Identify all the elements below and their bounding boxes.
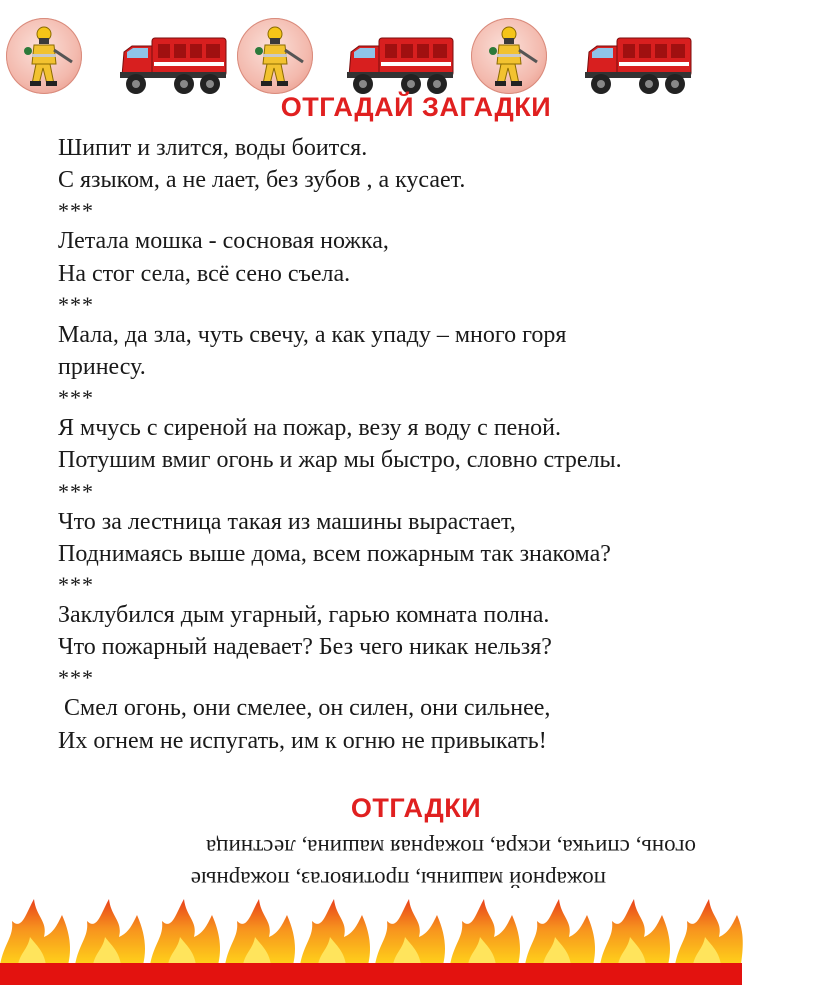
riddle-5-line-1: Что за лестница такая из машины вырастает, [58, 508, 516, 535]
riddle-2-line-2: На стог села, всё сено съела. [58, 260, 351, 287]
flame-icon [150, 899, 220, 965]
flame-icon [225, 899, 295, 965]
flame-icon [600, 899, 670, 965]
flame-icon [450, 899, 520, 965]
riddle-1-line-2: С языком, а не лает, без зубов , а кусает. [58, 167, 466, 194]
firefighter-icon [471, 18, 547, 94]
riddle-separator: *** [58, 572, 94, 598]
riddle-4-line-2: Потушим вмиг огонь и жар мы быстро, словно стрелы. [58, 447, 622, 474]
fire-ground-strip [0, 963, 742, 985]
riddle-4-line-1: Я мчусь с сиреной на пожар, везу я воду с пеной. [58, 415, 562, 442]
firefighter-icon [237, 18, 313, 94]
firefighter-icon [6, 18, 82, 94]
riddles-title: ОТГАДАЙ ЗАГАДКИ [280, 92, 552, 122]
answers-title: ОТГАДКИ [350, 793, 482, 823]
answers-line-2: пожарной машины, противогаз, пожарные [190, 867, 606, 892]
flame-icon [300, 899, 370, 965]
riddle-5-line-2: Поднимаясь выше дома, всем пожарным так знакома? [58, 540, 611, 567]
answers-upside-down [0, 830, 816, 896]
riddle-3-line-2: принесу. [58, 354, 146, 381]
header-illustrations [0, 8, 816, 100]
riddle-2-line-1: Летала мошка - сосновая ножка, [58, 228, 389, 255]
fire-truck-icon [118, 28, 230, 100]
fire-truck-icon [583, 28, 695, 100]
riddle-6-line-2: Что пожарный надевает? Без чего никак нельзя? [58, 634, 552, 661]
fire-truck-icon [345, 28, 457, 100]
riddle-separator: *** [58, 291, 94, 317]
riddle-separator: *** [58, 478, 94, 504]
flame-icon [0, 899, 70, 965]
riddle-separator: *** [58, 665, 94, 691]
riddle-separator: *** [58, 385, 94, 411]
riddle-7-line-2: Их огнем не испугать, им к огню не привыкать! [58, 727, 547, 754]
flame-icon [525, 899, 595, 965]
riddles-list [58, 132, 778, 757]
riddle-separator: *** [58, 198, 94, 224]
riddle-6-line-1: Заклубился дым угарный, гарью комната полна. [58, 602, 550, 629]
flame-icon [75, 899, 145, 965]
riddle-1-line-1: Шипит и злится, воды боится. [58, 135, 368, 161]
answers-line-1: огонь, спичка, искра, пожарная машина, лестница [206, 835, 696, 860]
flame-icon [375, 899, 445, 965]
flame-icon [675, 899, 743, 965]
riddle-3-line-1: Мала, да зла, чуть свечу, а как упаду – много горя [58, 321, 567, 348]
riddle-7-line-1: Смел огонь, они смелее, он силен, они сильнее, [58, 695, 551, 722]
flames-border [0, 893, 745, 965]
